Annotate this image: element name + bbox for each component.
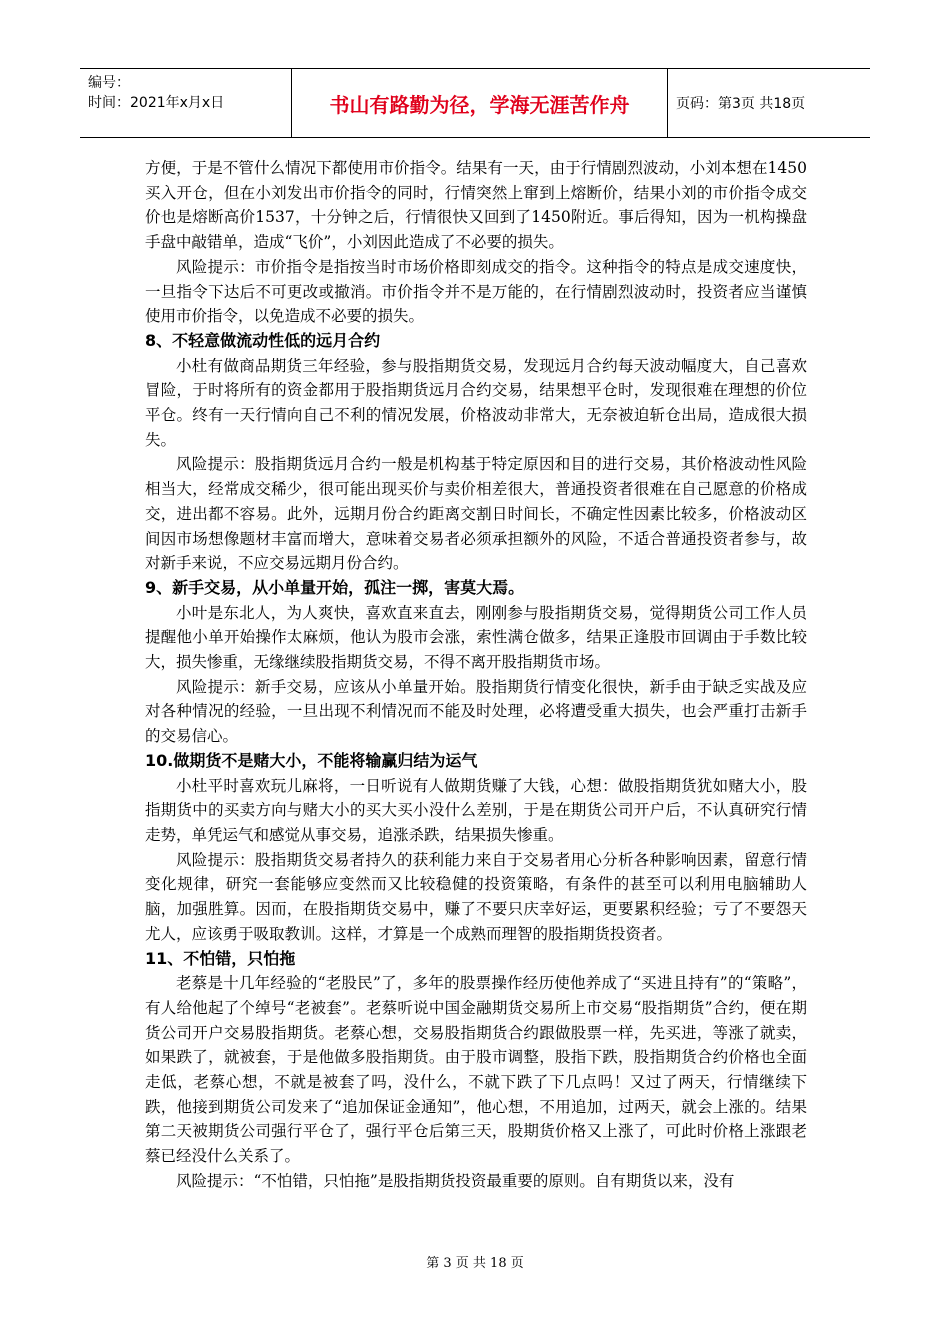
page-header-table — [80, 68, 870, 138]
document-number-label: 编号： — [88, 75, 130, 91]
paragraph: 小杜平时喜欢玩儿麻将，一日听说有人做期货赚了大钱，心想：做股指期货犹如赌大小，股指期货中的买卖方向与赌大小的买大买小没什么差别，于是在期货公司开户后，不认真研究行情走势，单凭运气和感觉从事交易，追涨杀跌，结果损失惨重。 — [145, 776, 807, 844]
paragraph: 风险提示：股指期货交易者持久的获利能力来自于交易者用心分析各种影响因素，留意行情变化规律，研究一套能够应变然而又比较稳健的投资策略，有条件的甚至可以利用电脑辅助人脑，加强胜算。因而，在股指期货交易中，赚了不要只庆幸好运，更要累积经验；亏了不要怨天尤人，应该勇于吸取教训。这样，才算是一个成熟而理智的股指期货投资者。 — [145, 850, 807, 943]
document-time-label: 时间：2021年x月x日 — [88, 95, 225, 111]
paragraph: 小杜有做商品期货三年经验，参与股指期货交易，发现远月合约每天波动幅度大，自己喜欢冒险，于时将所有的资金都用于股指期货远月合约交易，结果想平仓时，发现很难在理想的价位平仓。终有一天行情向自己不利的情况发展，价格波动非常大，无奈被迫斩仓出局，造成很大损失。 — [145, 356, 807, 449]
page-footer: 第 3 页 共 18 页 — [426, 1256, 524, 1271]
header-motto: 书山有路勤为径，学海无涯苦作舟 — [292, 69, 668, 137]
header-page-info: 页码：第3页 共18页 — [676, 96, 806, 112]
section-heading: 8、不轻意做流动性低的远月合约 — [145, 330, 381, 350]
paragraph: 风险提示：“不怕错，只怕拖”是股指期货投资最重要的原则。自有期货以来，没有 — [176, 1171, 735, 1190]
section-heading: 9、新手交易，从小单量开始，孤注一掷，害莫大焉。 — [145, 577, 525, 597]
paragraph: 风险提示：市价指令是指按当时市场价格即刻成交的指令。这种指令的特点是成交速度快，一旦指令下达后不可更改或撤消。市价指令并不是万能的，在行情剧烈波动时，投资者应当谨慎使用市价指令，以免造成不必要的损失。 — [145, 257, 807, 326]
header-left-cell — [80, 69, 292, 137]
paragraph: 风险提示：新手交易，应该从小单量开始。股指期货行情变化很快，新手由于缺乏实战及应对各种情况的经验，一旦出现不利情况而不能及时处理，必将遭受重大损失，也会严重打击新手的交易信心。 — [145, 677, 807, 746]
paragraph: 风险提示：股指期货远月合约一般是机构基于特定原因和目的进行交易，其价格波动性风险相当大，经常成交稀少，很可能出现买价与卖价相差很大，普通投资者很难在自己愿意的价格成交，进出都不容易。此外，远期月份合约距离交割日时间长，不确定性因素比较多，价格波动区间因市场想像题材丰富而增大，意味着交易者必须承担额外的风险，不适合普通投资者参与，故对新手来说，不应交易远期月份合约。 — [145, 455, 807, 573]
paragraph: 小叶是东北人，为人爽快，喜欢直来直去，刚刚参与股指期货交易，觉得期货公司工作人员提醒他小单开始操作太麻烦，他认为股市会涨，索性满仓做多，结果正逢股市回调由于手数比较大，损失惨重，无缘继续股指期货交易，不得不离开股指期货市场。 — [145, 603, 807, 672]
section-heading: 10.做期货不是赌大小，不能将输赢归结为运气 — [145, 750, 478, 770]
paragraph: 老蔡是十几年经验的“老股民”了，多年的股票操作经历使他养成了“买进且持有”的“策略”，有人给他起了个绰号“老被套”。老蔡听说中国金融期货交易所上市交易“股指期货”合约，便在期货公司开户交易股指期货。老蔡心想，交易股指期货合约跟做股票一样，先买进，等涨了就卖，如果跌了，就被套，于是他做多股指期货。由于股市调整，股指下跌，股指期货合约价格也全面走低，老蔡心想，不就是被套了吗，没什么，不就下跌了下几点吗！又过了两天，行情继续下跌，他接到期货公司发来了“追加保证金通知”，他心想，不用追加，过两天，就会上涨的。结果第二天被期货公司强行平仓了，强行平仓后第三天，股期货价格又上涨了，可此时价格上涨跟老蔡已经没什么关系了。 — [145, 974, 807, 1166]
paragraph: 方便，于是不管什么情况下都使用市价指令。结果有一天，由于行情剧烈波动，小刘本想在1450买入开仓，但在小刘发出市价指令的同时，行情突然上窜到上熔断价，结果小刘的市价指令成交价也是熔断高价1537，十分钟之后，行情很快又回到了1450附近。事后得知，因为一机构操盘手盘中敲错单，造成“飞价”，小刘因此造成了不必要的损失。 — [145, 159, 807, 252]
section-heading: 11、不怕错，只怕拖 — [145, 948, 296, 968]
document-body — [145, 156, 807, 1194]
